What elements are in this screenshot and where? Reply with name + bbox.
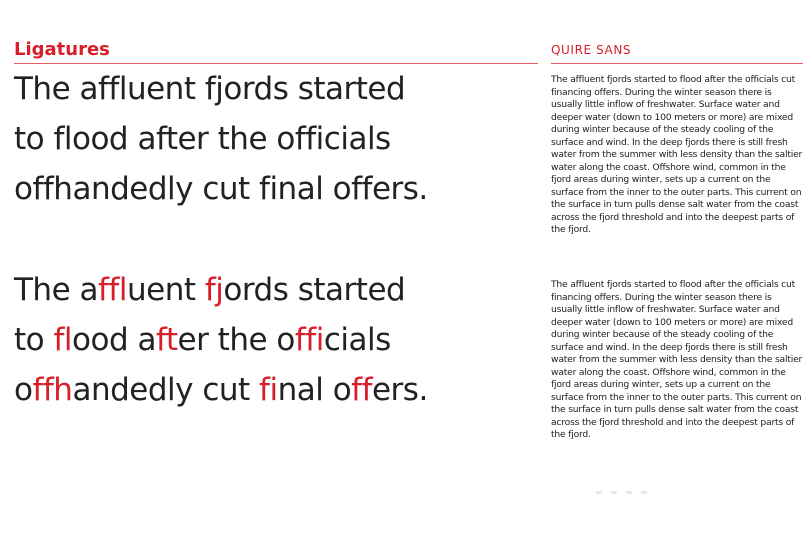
- ligature-glyph: ffh: [32, 372, 73, 408]
- ligature-glyph: ft: [155, 322, 178, 358]
- specimen-text: nal o: [277, 372, 352, 408]
- specimen-text: to: [14, 322, 54, 358]
- ligature-glyph: ff: [351, 372, 372, 408]
- specimen-plain-line: offhandedly cut final offers.: [14, 171, 428, 207]
- specimen-text: uent: [126, 272, 205, 308]
- specimen-text: ords started: [223, 272, 406, 308]
- specimen-text: ood a: [72, 322, 156, 358]
- specimen-text: andedly cut: [72, 372, 260, 408]
- specimen-ligature-line: [14, 265, 544, 315]
- specimen-text: cials: [323, 322, 391, 358]
- specimen-plain: [14, 64, 544, 214]
- specimen-plain-line: to flood after the officials: [14, 121, 391, 157]
- specimen-ligature-line: [14, 365, 544, 415]
- sample-paragraph: The affluent fjords started to flood after the officials cut financing offers. During the winter season there is usually little inflow of freshwater. Surface water and deeper water (down to 100 meters or more) are mixed during winter because of the steady cooling of the surface and wind. In the deep fjords there is still fresh water from the summer with less density than the saltier water along the coast. Offshore wind, common in the fjord areas during winter, sets up a current on the surface from the inner to the outer parts. This current on the surface in turn pulls dense salt water from the coast across the fjord threshold and into the deepest parts of the fjord.: [551, 279, 803, 440]
- ligature-glyph: fl: [53, 322, 73, 358]
- right-divider: [551, 63, 803, 64]
- sample-paragraph: The affluent fjords started to flood after the officials cut financing offers. During the winter season there is usually little inflow of freshwater. Surface water and deeper water (down to 100 meters or more) are mixed during winter because of the steady cooling of the surface and wind. In the deep fjords there is still fresh water from the summer with less density than the saltier water along the coast. Offshore wind, common in the fjord areas during winter, sets up a current on the surface from the inner to the outer parts. This current on the surface in turn pulls dense salt water from the coast across the fjord threshold and into the deepest parts of the fjord.: [551, 74, 803, 235]
- specimen-text: ers.: [371, 372, 428, 408]
- specimen-ligature-line: [14, 315, 544, 365]
- page-dot: [626, 491, 632, 494]
- page-dots: [596, 491, 647, 497]
- specimen-plain-line: The affluent fjords started: [14, 71, 406, 107]
- font-name: QUIRE SANS: [551, 43, 632, 57]
- specimen-text: The a: [14, 272, 99, 308]
- font-sample-panel: [551, 40, 803, 60]
- specimen-ligatures: [14, 265, 544, 415]
- ligature-glyph: fi: [259, 372, 278, 408]
- page-dot: [611, 491, 617, 494]
- ligature-glyph: fj: [204, 272, 224, 308]
- section-title: Ligatures: [14, 39, 110, 60]
- ligatures-section: [14, 38, 538, 62]
- specimen-text: er the o: [177, 322, 295, 358]
- specimen-text: o: [14, 372, 33, 408]
- ligature-glyph: ffi: [294, 322, 324, 358]
- page-dot: [596, 491, 602, 494]
- ligature-glyph: ffl: [98, 272, 127, 308]
- page-dot: [641, 491, 647, 494]
